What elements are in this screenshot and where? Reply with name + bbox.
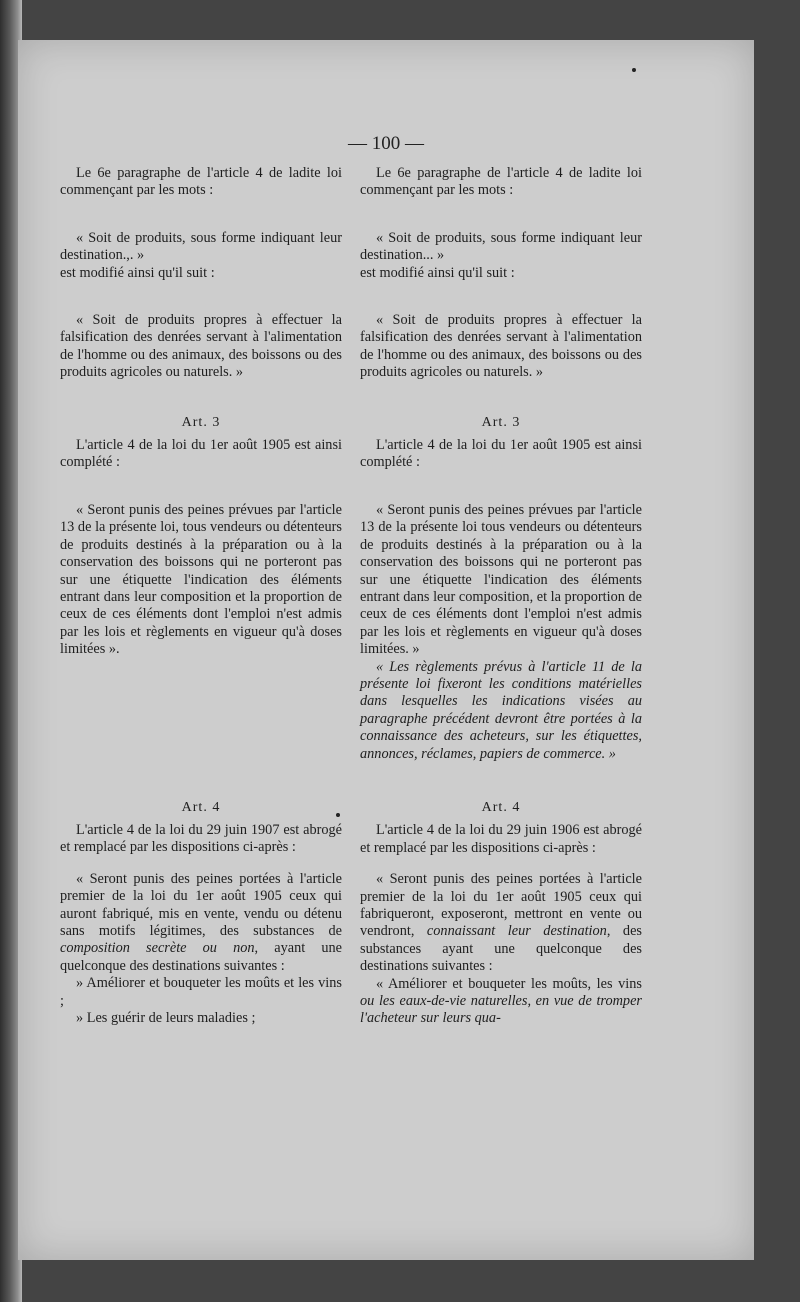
quote-text: « Seront punis des peines portées à l'article premier de la loi du 1er août 1905 ceux qui auront fabriqué, mis en vente, vendu ou détenu sans motifs légitimes, des substances de xyxy=(60,870,342,939)
paragraph: L'article 4 de la loi du 29 juin 1907 est abrogé et remplacé par les dispositions ci-après : xyxy=(60,821,342,856)
paper-sheet xyxy=(18,40,754,1260)
right-column xyxy=(360,165,642,1028)
quote: « Soit de produits, sous forme indiquant leur destination.,. » xyxy=(60,229,342,264)
paragraph: Le 6e paragraphe de l'article 4 de ladite loi commençant par les mots : xyxy=(360,165,642,199)
quote-text: , ayant une quelconque des destinations suivantes : xyxy=(60,940,343,974)
quote xyxy=(360,976,642,1028)
quote: « Seront punis des peines prévues par l'article 13 de la présente loi tous vendeurs ou détenteurs de produits destinés à la préparation ou à la conservation des boissons qui ne porteront pas sur une étiquette l'indication des éléments entrant dans leur composition, et la proportion de ceux de ces éléments dont l'emploi n'est admis par les lois et règlements en vigueur qu'à doses limitées. » xyxy=(360,501,642,658)
article-heading: Art. 3 xyxy=(181,414,221,430)
paragraph: L'article 4 de la loi du 1er août 1905 est ainsi complété : xyxy=(360,437,642,471)
quote xyxy=(360,871,642,975)
paragraph: L'article 4 de la loi du 29 juin 1906 est abrogé et remplacé par les dispositions ci-après : xyxy=(360,822,642,856)
article-heading: Art. 3 xyxy=(481,414,521,430)
quote: « Soit de produits propres à effectuer la falsification des denrées servant à l'alimentation de l'homme ou des animaux, des boissons ou des produits agricoles ou naturels. » xyxy=(60,312,342,381)
paragraph: » Améliorer et bouqueter les moûts et les vins ; xyxy=(60,975,342,1009)
quote: « Soit de produits propres à effectuer la falsification des denrées servant à l'alimentation de l'homme ou des animaux, des boissons ou des produits agricoles ou naturels. » xyxy=(360,312,642,381)
quote-text: « Seront punis des peines portées à l'article premier de la loi du 1er août 1905 ceux qui fabriqueront, exposeront, mettront en vente ou vendront, xyxy=(360,871,642,940)
quote: « Seront punis des peines prévues par l'article 13 de la présente loi, tous vendeurs ou détenteurs de produits destinés à la préparation ou à la conservation des boissons qui ne porteront pas sur une étiquette l'indication des éléments entrant dans leur composition et la proportion de ceux de ces éléments dont l'emploi n'est admis par les lois et règlements en vigueur qu'à doses limitées ». xyxy=(60,501,342,658)
quote-text: « Améliorer et bouqueter les moûts, les vins xyxy=(376,975,642,992)
paragraph: Le 6e paragraphe de l'article 4 de ladite loi commençant par les mots : xyxy=(60,165,342,199)
quote-text: , des substances ayant une quelconque des destinations suivantes : xyxy=(360,923,642,975)
italic-text: composition secrète ou non xyxy=(60,940,255,957)
italic-quote: « Les règlements prévus à l'article 11 de la présente loi fixeront les conditions matérielles dans lesquelles les indications visées au paragraphe précédent devront être portées à la connaissance des acheteurs, sur les étiquettes, annonces, réclames, papiers de commerce. » xyxy=(360,658,642,762)
page-number: — 100 — xyxy=(348,133,424,154)
speck xyxy=(632,68,636,72)
paragraph: L'article 4 de la loi du 1er août 1905 est ainsi complété : xyxy=(60,437,342,471)
paragraph: est modifié ainsi qu'il suit : xyxy=(360,264,515,281)
italic-text: connaissant leur destination xyxy=(426,923,607,940)
left-column xyxy=(60,165,342,1027)
paragraph: est modifié ainsi qu'il suit : xyxy=(60,264,215,281)
paragraph: » Les guérir de leurs maladies ; xyxy=(76,1010,256,1026)
article-heading: Art. 4 xyxy=(181,799,221,815)
article-heading: Art. 4 xyxy=(481,799,521,815)
italic-text: ou les eaux-de-vie naturelles, en vue de tromper l'acheteur sur leurs qua- xyxy=(360,993,642,1027)
quote: « Soit de produits, sous forme indiquant leur destination... » xyxy=(360,229,642,264)
quote xyxy=(60,871,342,975)
